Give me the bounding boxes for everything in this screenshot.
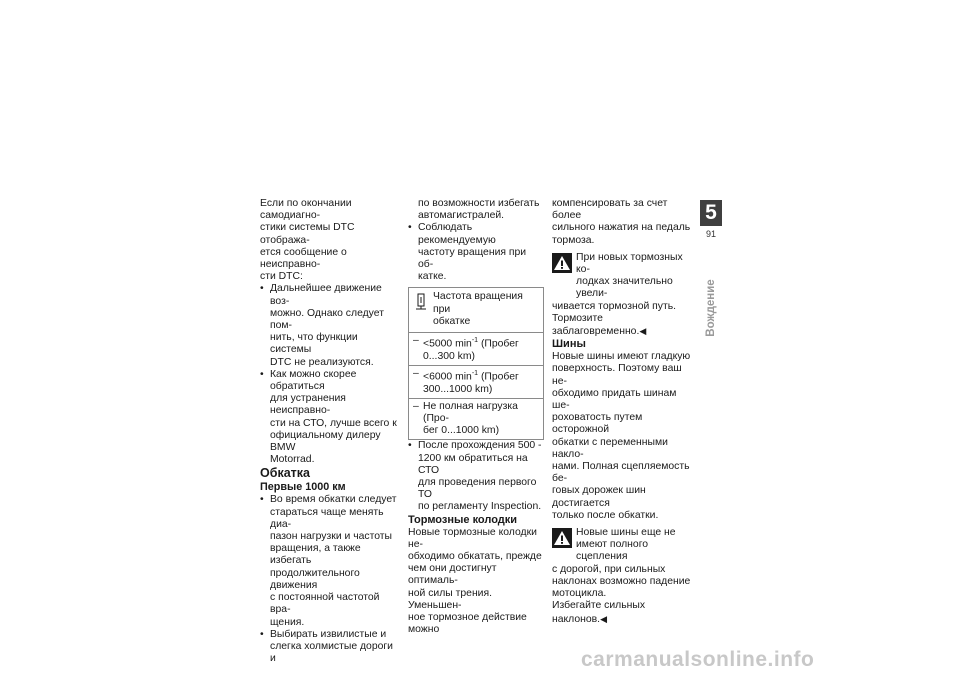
rpm-box-header: Частота вращения при обкатке — [409, 288, 543, 333]
page-number: 91 — [705, 229, 716, 239]
dtc-intro: Если по окончании самодиагно- стики системы DTC отобража- ется сообщение о неисправно- сти DTC: — [260, 198, 355, 283]
subheading-first-1000: Первые 1000 км — [260, 481, 346, 494]
bullet-dtc-service: • Как можно скорее обратиться для устранения неисправно- сти на СТО, лучше всего к официальному дилеру BMW Motorrad. — [260, 369, 400, 467]
warning-triangle-icon — [552, 253, 572, 273]
bullet-recommended-rpm: • Соблюдать рекомендуемую частоту вращения при об- катке. — [408, 222, 544, 283]
brake-pads-continued: компенсировать за счет более сильного нажатия на педаль тормоза. — [552, 198, 691, 246]
rpm-row: – <6000 $\min^{-1}$ (Пробег 300...1000 km) — [409, 366, 543, 399]
warning-new-tires: Новые шины еще не имеют полного сцепления с дорогой, при сильных наклонах возможно падение мотоцикла. Избегайте сильных наклонов.◀ — [552, 527, 691, 625]
bullet-first-inspection: • После прохождения 500 - 1200 км обратиться на СТО для проведения первого ТО по регламенту Inspection. — [408, 440, 544, 513]
chapter-number: 5 — [700, 200, 722, 226]
heading-tires: Шины — [552, 338, 586, 351]
warning-brake-pads: При новых тормозных ко- лодках значительно увели- чивается тормозной путь. Тормозите заблаговременно.◀ — [552, 251, 683, 338]
chapter-label-text: Вождение — [705, 279, 717, 337]
watermark: carmanualsonline.info — [581, 648, 815, 671]
break-in-rpm-box — [408, 287, 544, 440]
tires-body: Новые шины имеют гладкую поверхность. Поэтому ваш не- обходимо придать шинам ше- роховатость путем осторожной обкатки с переменными накло- нами. Полная сцепляемость бе- говых дорожек шин достигается только после обкатки. — [552, 351, 691, 521]
brake-pads-body: Новые тормозные колодки не- обходимо обкатать, прежде чем они достигнут оптималь- ной силы трения. Уменьшен- ное тормозное действие можно — [408, 526, 542, 636]
bullet-winding-roads: • Выбирать извилистые и слегка холмистые дороги и — [260, 629, 400, 666]
rpm-gauge-icon — [415, 293, 427, 311]
column-2 — [408, 198, 544, 636]
chapter-label — [700, 276, 722, 346]
bullet-vary-load: • Во время обкатки следует стараться чаще менять диа- пазон нагрузки и частоты вращения, а также избегать продолжительного движения с постоянной частотой вра- щения. — [260, 494, 400, 628]
chapter-tab — [700, 200, 722, 239]
end-marker: ◀ — [600, 613, 607, 624]
winding-roads-continued: по возможности избегать автомагистралей. — [418, 198, 540, 222]
heading-break-in: Обкатка — [260, 466, 310, 481]
rpm-row: – Не полная нагрузка (Про- бег 0...1000 km) — [413, 400, 518, 437]
bullet-dtc-continue: • Дальнейшее движение воз- можно. Однако следует пом- нить, что функции системы DTC не реализуются. — [260, 283, 400, 368]
warning-triangle-icon — [552, 528, 572, 548]
heading-brake-pads: Тормозные колодки — [408, 513, 518, 526]
column-1 — [260, 198, 400, 665]
column-3 — [552, 198, 692, 626]
end-marker: ◀ — [639, 326, 647, 337]
rpm-row: – <5000 $\min^{-1}$ (Пробег 0...300 km) — [409, 333, 543, 366]
